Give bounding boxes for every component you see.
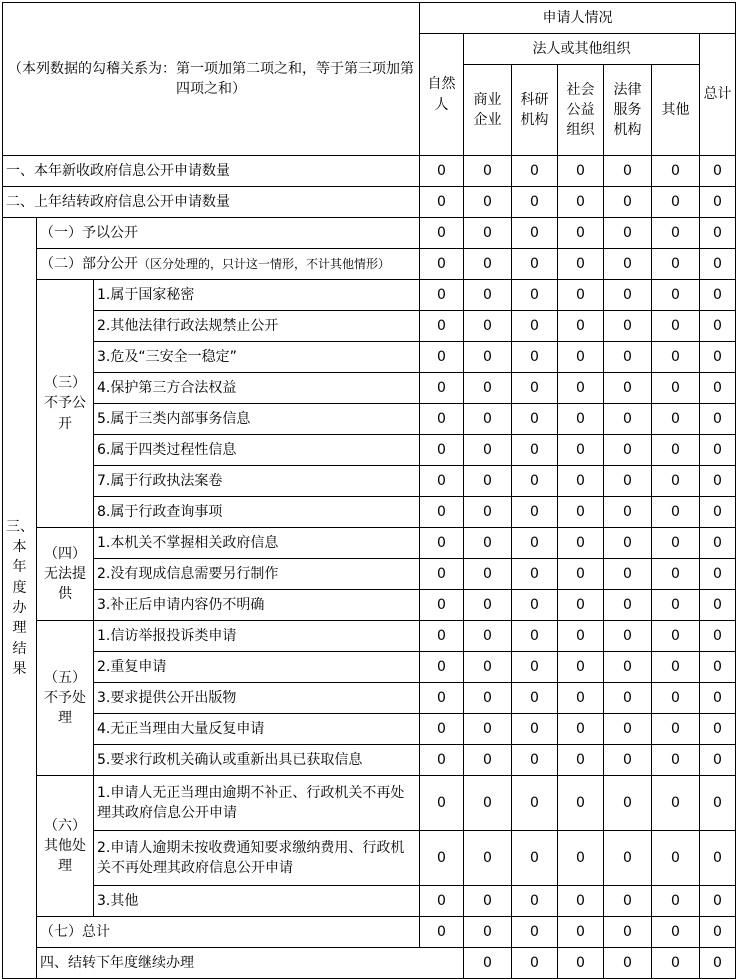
cell-value: 0 [464, 714, 512, 745]
research-header: 科研机构 [512, 65, 558, 156]
not-process-group-label: （五）不予处理 [37, 621, 94, 776]
row-label: 3.其他 [94, 886, 420, 917]
applicant-situation-header: 申请人情况 [420, 3, 736, 34]
cell-value: 0 [464, 745, 512, 776]
cell-value: 0 [604, 652, 652, 683]
cell-value: 0 [700, 590, 736, 621]
cell-value: 0 [558, 776, 604, 831]
cell-value: 0 [652, 652, 700, 683]
cell-value: 0 [558, 831, 604, 886]
cell-value: 0 [512, 745, 558, 776]
cell-value: 0 [512, 559, 558, 590]
cell-value: 0 [420, 652, 464, 683]
cell-value: 0 [512, 714, 558, 745]
row-label: （二）部分公开 [40, 255, 138, 272]
total-header: 总计 [700, 34, 736, 156]
cell-value: 0 [464, 590, 512, 621]
cell-value: 0 [700, 466, 736, 497]
cell-value: 0 [558, 559, 604, 590]
row-label: 3.要求提供公开出版物 [94, 683, 420, 714]
cell-value: 0 [464, 683, 512, 714]
cell-value: 0 [700, 187, 736, 218]
cell-value: 0 [512, 187, 558, 218]
cell-value: 0 [512, 466, 558, 497]
row-label: 1.属于国家秘密 [94, 280, 420, 311]
cell-value: 0 [512, 373, 558, 404]
cell-value: 0 [652, 621, 700, 652]
cell-value: 0 [558, 156, 604, 187]
cell-value: 0 [700, 280, 736, 311]
row-label: 4.保护第三方合法权益 [94, 373, 420, 404]
cell-value: 0 [604, 342, 652, 373]
cell-value: 0 [512, 683, 558, 714]
cell-value: 0 [604, 218, 652, 249]
cell-value: 0 [652, 311, 700, 342]
cell-value: 0 [652, 831, 700, 886]
cell-value: 0 [558, 373, 604, 404]
cell-value: 0 [512, 917, 558, 948]
cell-value: 0 [652, 218, 700, 249]
cell-value: 0 [700, 776, 736, 831]
cell-value: 0 [512, 776, 558, 831]
cell-value: 0 [464, 373, 512, 404]
cell-value: 0 [652, 187, 700, 218]
commercial-header: 商业企业 [464, 65, 512, 156]
cell-value: 0 [604, 528, 652, 559]
cell-value: 0 [420, 621, 464, 652]
cell-value: 0 [512, 497, 558, 528]
cell-value: 0 [420, 435, 464, 466]
cell-value: 0 [464, 652, 512, 683]
row-label: 一、本年新收政府信息公开申请数量 [3, 156, 420, 187]
cell-value: 0 [558, 652, 604, 683]
cell-value: 0 [464, 886, 512, 917]
cell-value: 0 [512, 156, 558, 187]
cell-value: 0 [420, 218, 464, 249]
cell-value: 0 [558, 466, 604, 497]
cell-value: 0 [464, 621, 512, 652]
row-note: （区分处理的，只计这一情形，不计其他情形） [138, 256, 391, 271]
cell-value: 0 [652, 886, 700, 917]
cell-value: 0 [558, 187, 604, 218]
cell-value: 0 [420, 156, 464, 187]
cell-value: 0 [558, 280, 604, 311]
cell-value: 0 [464, 404, 512, 435]
cell-value: 0 [652, 466, 700, 497]
cell-value: 0 [604, 621, 652, 652]
row-label: 5.要求行政机关确认或重新出具已获取信息 [94, 745, 420, 776]
cell-value: 0 [420, 497, 464, 528]
cell-value: 0 [558, 745, 604, 776]
natural-person-header: 自然人 [420, 34, 464, 156]
cell-value: 0 [512, 311, 558, 342]
partial-disclose-cell [37, 249, 420, 280]
cell-value: 0 [420, 886, 464, 917]
cell-value: 0 [420, 466, 464, 497]
cell-value: 0 [558, 886, 604, 917]
row-label: 二、上年结转政府信息公开申请数量 [3, 187, 420, 218]
cell-value: 0 [558, 311, 604, 342]
row-label: 1.信访举报投诉类申请 [94, 621, 420, 652]
cell-value: 0 [652, 559, 700, 590]
row-label: 2.没有现成信息需要另行制作 [94, 559, 420, 590]
cell-value: 0 [700, 714, 736, 745]
cell-value: 0 [700, 528, 736, 559]
cell-value: 0 [464, 466, 512, 497]
row-label: 1.申请人无正当理由逾期不补正、行政机关不再处理其政府信息公开申请 [94, 776, 420, 831]
cell-value: 0 [604, 948, 652, 979]
cell-value: 0 [604, 404, 652, 435]
cell-value: 0 [464, 218, 512, 249]
cell-value: 0 [558, 683, 604, 714]
cell-value: 0 [420, 404, 464, 435]
cell-value: 0 [420, 917, 464, 948]
cell-value: 0 [512, 218, 558, 249]
row-label: 8.属于行政查询事项 [94, 497, 420, 528]
cell-value: 0 [700, 559, 736, 590]
cell-value: 0 [652, 156, 700, 187]
cell-value: 0 [604, 280, 652, 311]
cell-value: 0 [604, 745, 652, 776]
cell-value: 0 [700, 831, 736, 886]
cell-value: 0 [512, 621, 558, 652]
cell-value: 0 [420, 831, 464, 886]
cell-value: 0 [420, 280, 464, 311]
cell-value: 0 [700, 435, 736, 466]
cell-value: 0 [558, 621, 604, 652]
cell-value: 0 [652, 249, 700, 280]
cell-value: 0 [558, 404, 604, 435]
cell-value: 0 [700, 373, 736, 404]
cell-value: 0 [558, 714, 604, 745]
cell-value: 0 [512, 886, 558, 917]
cell-value: 0 [652, 590, 700, 621]
cell-value: 0 [700, 249, 736, 280]
cell-value: 0 [604, 776, 652, 831]
cell-value: 0 [558, 218, 604, 249]
other-process-group-label: （六）其他处理 [37, 776, 94, 917]
social-header: 社会公益组织 [558, 65, 604, 156]
cell-value: 0 [604, 886, 652, 917]
cell-value: 0 [512, 652, 558, 683]
cell-value: 0 [464, 342, 512, 373]
cell-value: 0 [420, 590, 464, 621]
row-label: 4.无正当理由大量反复申请 [94, 714, 420, 745]
cell-value: 0 [652, 497, 700, 528]
cell-value: 0 [652, 683, 700, 714]
cell-value: 0 [512, 435, 558, 466]
cell-value: 0 [652, 528, 700, 559]
cell-value: 0 [604, 373, 652, 404]
row-label: 3.补正后申请内容仍不明确 [94, 590, 420, 621]
cell-value: 0 [512, 590, 558, 621]
cell-value: 0 [512, 948, 558, 979]
cell-value: 0 [700, 404, 736, 435]
cell-value: 0 [558, 435, 604, 466]
cell-value: 0 [420, 187, 464, 218]
cell-value: 0 [652, 373, 700, 404]
cell-value: 0 [700, 948, 736, 979]
cell-value: 0 [420, 528, 464, 559]
cell-value: 0 [464, 249, 512, 280]
cell-value: 0 [604, 714, 652, 745]
cell-value: 0 [558, 528, 604, 559]
cell-value: 0 [464, 435, 512, 466]
cell-value: 0 [700, 886, 736, 917]
cell-value: 0 [700, 497, 736, 528]
cell-value: 0 [700, 218, 736, 249]
row-label: （七）总计 [37, 917, 420, 948]
row-label: 2.其他法律行政法规禁止公开 [94, 311, 420, 342]
year-result-group-label: 三、本年度办理结果 [3, 218, 37, 979]
row-label: 1.本机关不掌握相关政府信息 [94, 528, 420, 559]
cell-value: 0 [464, 187, 512, 218]
cell-value: 0 [604, 311, 652, 342]
statistics-table [2, 2, 736, 979]
no-disclose-group-label: （三）不予公开 [37, 280, 94, 528]
legal-group-header: 法人或其他组织 [464, 34, 700, 65]
cell-value: 0 [420, 683, 464, 714]
cell-value: 0 [652, 776, 700, 831]
row-label: 7.属于行政执法案卷 [94, 466, 420, 497]
row-label: 6.属于四类过程性信息 [94, 435, 420, 466]
cell-value: 0 [558, 342, 604, 373]
cell-value: 0 [604, 435, 652, 466]
cell-value: 0 [512, 342, 558, 373]
legal-service-header: 法律服务机构 [604, 65, 652, 156]
cell-value: 0 [652, 948, 700, 979]
cell-value: 0 [652, 404, 700, 435]
cell-value: 0 [604, 917, 652, 948]
cell-value: 0 [464, 156, 512, 187]
cannot-provide-group-label: （四）无法提供 [37, 528, 94, 621]
cell-value: 0 [700, 917, 736, 948]
cell-value: 0 [464, 280, 512, 311]
cell-value: 0 [420, 373, 464, 404]
cell-value: 0 [464, 776, 512, 831]
cell-value: 0 [700, 156, 736, 187]
cell-value: 0 [700, 621, 736, 652]
cell-value: 0 [464, 559, 512, 590]
cell-value: 0 [652, 280, 700, 311]
cell-value: 0 [604, 831, 652, 886]
cell-value: 0 [420, 342, 464, 373]
cell-value: 0 [420, 714, 464, 745]
cell-value: 0 [700, 683, 736, 714]
cell-value: 0 [558, 249, 604, 280]
cell-value: 0 [700, 342, 736, 373]
cell-value: 0 [512, 404, 558, 435]
cell-value: 0 [464, 917, 512, 948]
cell-value: 0 [420, 559, 464, 590]
cell-value: 0 [652, 917, 700, 948]
cell-value: 0 [604, 683, 652, 714]
cell-value: 0 [604, 497, 652, 528]
cell-value: 0 [420, 249, 464, 280]
cell-value: 0 [604, 590, 652, 621]
cell-value: 0 [700, 652, 736, 683]
cell-value: 0 [652, 745, 700, 776]
cell-value: 0 [464, 528, 512, 559]
cell-value: 0 [604, 187, 652, 218]
cell-value: 0 [558, 948, 604, 979]
cell-value: 0 [420, 776, 464, 831]
row-label: 5.属于三类内部事务信息 [94, 404, 420, 435]
cell-value: 0 [558, 497, 604, 528]
cell-value: 0 [512, 528, 558, 559]
row-label: 2.申请人逾期未按收费通知要求缴纳费用、行政机关不再处理其政府信息公开申请 [94, 831, 420, 886]
cell-value: 0 [700, 745, 736, 776]
row-label: （一）予以公开 [37, 218, 420, 249]
cell-value: 0 [464, 311, 512, 342]
cell-value: 0 [512, 249, 558, 280]
cell-value: 0 [652, 714, 700, 745]
cell-value: 0 [700, 311, 736, 342]
cell-value: 0 [652, 435, 700, 466]
cell-value: 0 [558, 590, 604, 621]
cell-value: 0 [512, 280, 558, 311]
row-label: 2.重复申请 [94, 652, 420, 683]
cell-value: 0 [512, 831, 558, 886]
cell-value: 0 [464, 948, 512, 979]
cell-value: 0 [464, 831, 512, 886]
other-header: 其他 [652, 65, 700, 156]
cell-value: 0 [558, 917, 604, 948]
cell-value: 0 [420, 311, 464, 342]
cell-value: 0 [652, 342, 700, 373]
row-label: 四、结转下年度继续办理 [37, 948, 464, 979]
cell-value: 0 [420, 745, 464, 776]
cell-value: 0 [464, 497, 512, 528]
row-label: 3.危及“三安全一稳定” [94, 342, 420, 373]
cell-value: 0 [604, 466, 652, 497]
cell-value: 0 [604, 249, 652, 280]
cell-value: 0 [604, 156, 652, 187]
relationship-note: （本列数据的勾稽关系为：第一项加第二项之和，等于第三项加第四项之和） [3, 3, 420, 156]
cell-value: 0 [604, 559, 652, 590]
